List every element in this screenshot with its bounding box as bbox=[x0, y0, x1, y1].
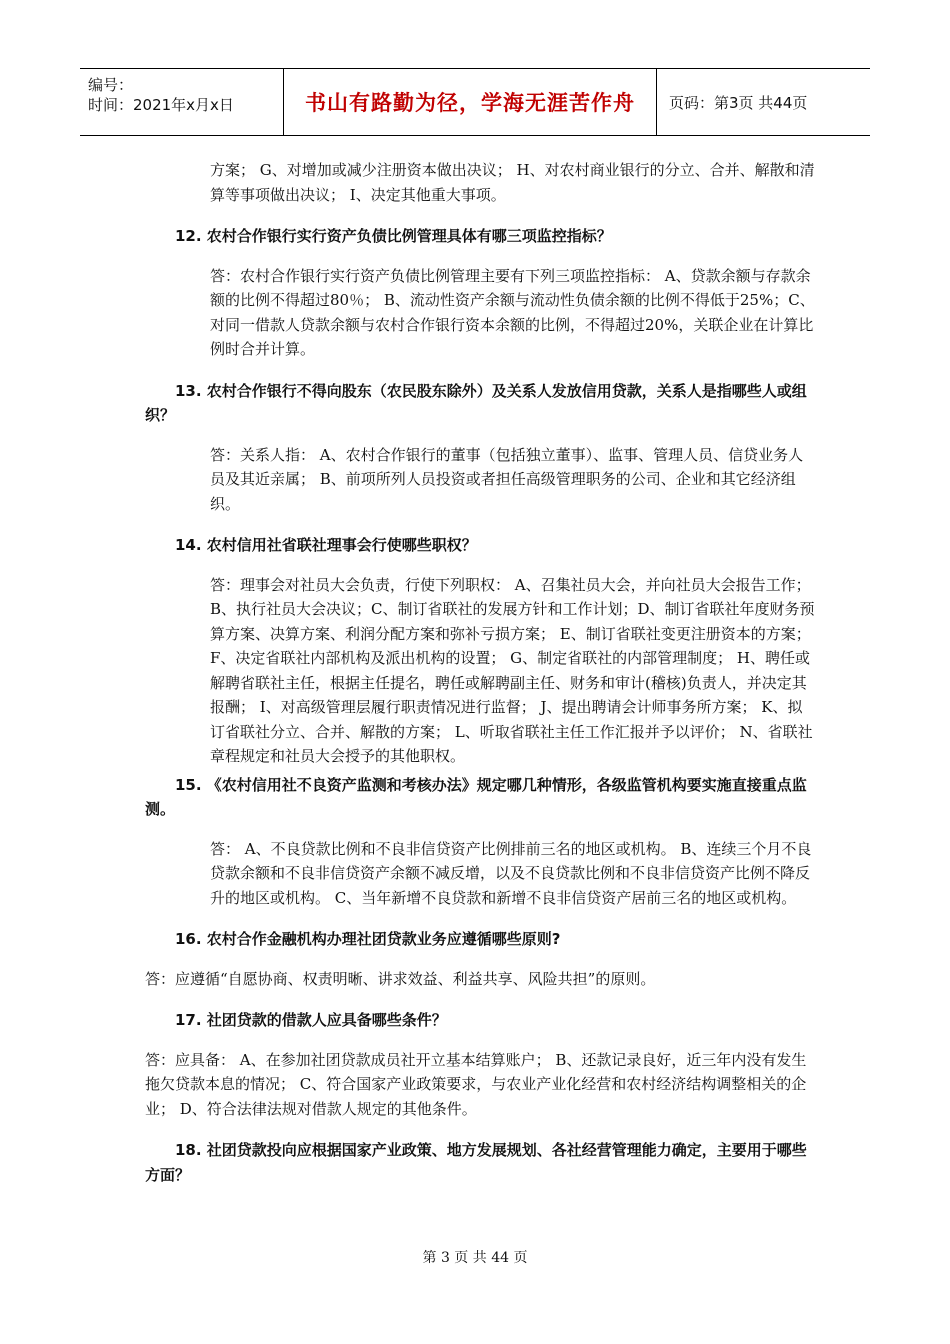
question-16: 16. 农村合作金融机构办理社团贷款业务应遵循哪些原则? bbox=[175, 930, 561, 948]
answer-13: 答：关系人指： A、农村合作银行的董事（包括独立董事）、监事、管理人员、信贷业务人员及其近亲属； B、前项所列人员投资或者担任高级管理职务的公司、企业和其它经济组织。 bbox=[210, 445, 804, 513]
document-body bbox=[145, 158, 815, 1202]
time-label: 时间：2021年x月x日 bbox=[88, 96, 234, 114]
number-label: 编号： bbox=[88, 76, 134, 94]
question-18: 18. 社团贷款投向应根据国家产业政策、地方发展规划、各社经营管理能力确定，主要用于哪些方面？ bbox=[145, 1141, 807, 1184]
header-meta bbox=[80, 69, 283, 135]
page-info: 页码：第3页 共44页 bbox=[669, 93, 808, 112]
answer-15: 答： A、不良贷款比例和不良非信贷资产比例排前三名的地区或机构。 B、连续三个月不良贷款余额和不良非信贷资产余额不减反增，以及不良贷款比例和不良非信贷资产比例不降反升的地区或机构。 C、当年新增不良贷款和新增不良非信贷资产居前三名的地区或机构。 bbox=[210, 839, 812, 907]
question-14: 14. 农村信用社省联社理事会行使哪些职权？ bbox=[175, 536, 477, 554]
header-motto-cell bbox=[283, 69, 657, 135]
answer-12: 答：农村合作银行实行资产负债比例管理主要有下列三项监控指标： A、贷款余额与存款余额的比例不得超过80％； B、流动性资产余额与流动性负债余额的比例不得低于25%；C、对同一借款人贷款余额与农村合作银行资本余额的比例，不得超过20%，关联企业在计算比例时合并计算。 bbox=[210, 266, 815, 358]
answer-16: 答：应遵循“自愿协商、权责明晰、讲求效益、利益共享、风险共担”的原则。 bbox=[145, 969, 656, 988]
intro-paragraph: 方案； G、对增加或减少注册资本做出决议； H、对农村商业银行的分立、合并、解散和清算等事项做出决议； I、决定其他重大事项。 bbox=[210, 161, 815, 204]
header-page-info bbox=[657, 69, 870, 135]
answer-14: 答：理事会对社员大会负责，行使下列职权： A、召集社员大会，并向社员大会报告工作； B、执行社员大会决议；C、制订省联社的发展方针和工作计划；D、制订省联社年度财务预算方案、决算方案、利润分配方案和弥补亏损方案； E、制订省联社变更注册资本的方案； F、决定省联社内部机构及派出机构的设置； G、制定省联社的内部管理制度； H、聘任或解聘省联社主任，根据主任提名，聘任或解聘副主任、财务和审计(稽核)负责人，并决定其报酬； I、对高级管理层履行职责情况进行监督； J、提出聘请会计师事务所方案； K、拟订省联社分立、合并、解散的方案； L、听取省联社主任工作汇报并予以评价； N、省联社章程规定和社员大会授予的其他职权。 bbox=[210, 575, 815, 765]
question-13: 13. 农村合作银行不得向股东（农民股东除外）及关系人发放信用贷款，关系人是指哪些人或组织？ bbox=[145, 381, 807, 424]
page-header bbox=[80, 68, 870, 136]
page-footer: 第 3 页 共 44 页 bbox=[422, 1250, 528, 1266]
answer-17: 答：应具备： A、在参加社团贷款成员社开立基本结算账户； B、还款记录良好，近三年内没有发生拖欠贷款本息的情况； C、符合国家产业政策要求，与农业产业化经营和农村经济结构调整相关的企业； D、符合法律法规对借款人规定的其他条件。 bbox=[145, 1050, 807, 1118]
question-17: 17. 社团贷款的借款人应具备哪些条件？ bbox=[175, 1011, 447, 1029]
question-12: 12. 农村合作银行实行资产负债比例管理具体有哪三项监控指标？ bbox=[175, 227, 612, 245]
motto: 书山有路勤为径，学海无涯苦作舟 bbox=[305, 91, 635, 115]
question-15: 15. 《农村信用社不良资产监测和考核办法》规定哪几种情形，各级监管机构要实施直接重点监测。 bbox=[145, 775, 807, 818]
